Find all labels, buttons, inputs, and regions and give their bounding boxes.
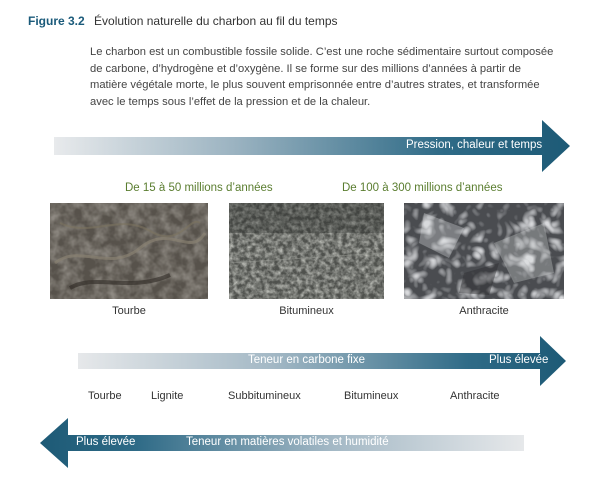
figure-title (28, 14, 338, 28)
carbon-arrow (78, 336, 566, 386)
pressure-arrow (54, 120, 570, 172)
photo-bitumineux (229, 203, 384, 299)
carbon-arrow-end-label: Plus élevée (489, 354, 549, 366)
photo-tourbe (50, 203, 208, 299)
photo-label-anthracite: Anthracite (459, 305, 509, 317)
rank-lignite: Lignite (151, 390, 184, 402)
rank-tourbe: Tourbe (88, 390, 122, 402)
carbon-arrow-label: Teneur en carbone fixe (248, 354, 365, 366)
period-second: De 100 à 300 millions d’années (342, 182, 503, 194)
volatile-arrow-label: Teneur en matières volatiles et humidité (186, 436, 389, 448)
rank-subbitumineux: Subbitumineux (228, 390, 301, 402)
figure-number: Figure 3.2 (28, 14, 85, 28)
figure-caption: Évolution naturelle du charbon au fil du temps (94, 14, 338, 28)
photo-label-tourbe: Tourbe (112, 305, 146, 317)
volatile-arrow (40, 418, 524, 468)
rank-bitumineux: Bitumineux (344, 390, 399, 402)
rank-anthracite: Anthracite (450, 390, 500, 402)
pressure-arrow-label: Pression, chaleur et temps (406, 139, 543, 151)
photo-anthracite (404, 203, 564, 299)
period-first: De 15 à 50 millions d’années (125, 182, 273, 194)
volatile-arrow-end-label: Plus élevée (76, 436, 136, 448)
intro-paragraph: Le charbon est un combustible fossile solide. C’est une roche sédimentaire surtout composée de carbone, d’hydrogène et d’oxygène. Il se forme sur des millions d’années à partir de matière végétale morte, le plus souvent emprisonnée entre d’autres strates, et transformée avec le temps sous l’effet de la pression et de la chaleur. (90, 46, 554, 108)
photo-label-bitumineux: Bitumineux (279, 305, 334, 317)
